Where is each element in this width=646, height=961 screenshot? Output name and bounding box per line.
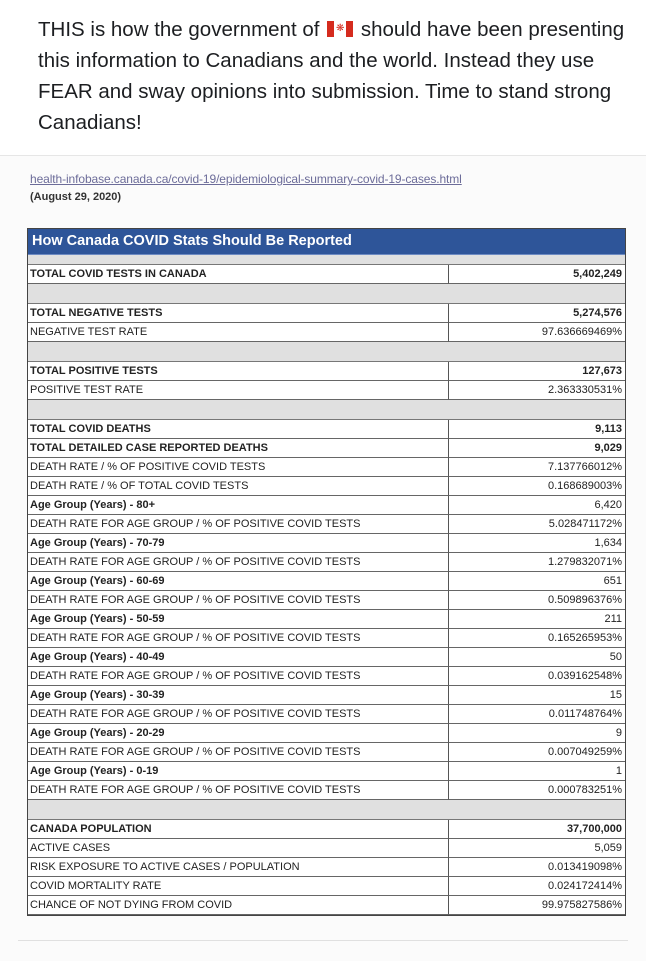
- row-value: 0.000783251%: [449, 781, 625, 800]
- row-label: DEATH RATE / % OF TOTAL COVID TESTS: [28, 477, 449, 496]
- stats-table: [27, 228, 626, 916]
- row-value: 2.363330531%: [449, 381, 625, 400]
- table-row: [28, 686, 625, 705]
- divider: [18, 940, 628, 941]
- row-value: 99.975827586%: [449, 896, 625, 915]
- table-row: [28, 743, 625, 762]
- table-row: [28, 265, 625, 284]
- row-value: 9,029: [449, 439, 625, 458]
- table-row: [28, 534, 625, 553]
- row-value: 50: [449, 648, 625, 667]
- row-label: COVID MORTALITY RATE: [28, 877, 449, 896]
- row-label: TOTAL NEGATIVE TESTS: [28, 304, 449, 323]
- table-row: [28, 496, 625, 515]
- table-row: [28, 362, 625, 381]
- row-label: ACTIVE CASES: [28, 839, 449, 858]
- row-value: 9,113: [449, 420, 625, 439]
- row-value: 651: [449, 572, 625, 591]
- table-body: [28, 255, 625, 915]
- row-value: 15: [449, 686, 625, 705]
- table-row: [28, 667, 625, 686]
- source-date: (August 29, 2020): [30, 191, 122, 203]
- row-value: 1.279832071%: [449, 553, 625, 572]
- section-spacer: [28, 400, 625, 420]
- table-row: [28, 591, 625, 610]
- table-row: [28, 572, 625, 591]
- row-value: 1: [449, 762, 625, 781]
- row-label: Age Group (Years) - 40-49: [28, 648, 449, 667]
- table-row: [28, 610, 625, 629]
- section-spacer: [28, 284, 625, 304]
- row-label: DEATH RATE FOR AGE GROUP / % OF POSITIVE COVID TESTS: [28, 705, 449, 724]
- table-row: [28, 420, 625, 439]
- row-label: Age Group (Years) - 60-69: [28, 572, 449, 591]
- row-label: DEATH RATE FOR AGE GROUP / % OF POSITIVE COVID TESTS: [28, 667, 449, 686]
- row-value: 97.636669469%: [449, 323, 625, 342]
- row-value: 0.039162548%: [449, 667, 625, 686]
- table-row: [28, 439, 625, 458]
- row-value: 0.013419098%: [449, 858, 625, 877]
- row-label: Age Group (Years) - 70-79: [28, 534, 449, 553]
- row-label: TOTAL COVID DEATHS: [28, 420, 449, 439]
- table-row: [28, 724, 625, 743]
- row-value: 1,634: [449, 534, 625, 553]
- canada-flag-icon: ❋: [327, 21, 353, 37]
- row-label: DEATH RATE FOR AGE GROUP / % OF POSITIVE COVID TESTS: [28, 591, 449, 610]
- row-label: CHANCE OF NOT DYING FROM COVID: [28, 896, 449, 915]
- row-value: 211: [449, 610, 625, 629]
- row-value: 9: [449, 724, 625, 743]
- row-value: 5,402,249: [449, 265, 625, 284]
- table-row: [28, 762, 625, 781]
- row-label: TOTAL POSITIVE TESTS: [28, 362, 449, 381]
- table-row: [28, 553, 625, 572]
- row-label: DEATH RATE / % OF POSITIVE COVID TESTS: [28, 458, 449, 477]
- table-row: [28, 839, 625, 858]
- row-label: Age Group (Years) - 80+: [28, 496, 449, 515]
- row-label: Age Group (Years) - 0-19: [28, 762, 449, 781]
- row-value: 37,700,000: [449, 820, 625, 839]
- row-value: 5,059: [449, 839, 625, 858]
- row-value: 7.137766012%: [449, 458, 625, 477]
- section-spacer: [28, 255, 625, 265]
- row-value: 5.028471172%: [449, 515, 625, 534]
- row-label: RISK EXPOSURE TO ACTIVE CASES / POPULATION: [28, 858, 449, 877]
- row-value: 0.011748764%: [449, 705, 625, 724]
- table-row: [28, 648, 625, 667]
- table-row: [28, 820, 625, 839]
- table-row: [28, 896, 625, 915]
- caption-text-after: should have been presenting this information to Canadians and the world. Instead they use FEAR and sway opinions into submission. Time to stand strong Canadians!: [38, 18, 625, 134]
- table-row: [28, 877, 625, 896]
- row-value: 0.165265953%: [449, 629, 625, 648]
- table-row: [28, 781, 625, 800]
- table-title: How Canada COVID Stats Should Be Reported: [28, 229, 625, 255]
- table-row: [28, 629, 625, 648]
- section-spacer: [28, 342, 625, 362]
- table-row: [28, 381, 625, 400]
- table-row: [28, 323, 625, 342]
- row-label: DEATH RATE FOR AGE GROUP / % OF POSITIVE COVID TESTS: [28, 629, 449, 648]
- source-url[interactable]: health-infobase.canada.ca/covid-19/epidemiological-summary-covid-19-cases.html: [30, 172, 462, 186]
- row-label: TOTAL COVID TESTS IN CANADA: [28, 265, 449, 284]
- row-label: Age Group (Years) - 50-59: [28, 610, 449, 629]
- row-value: 5,274,576: [449, 304, 625, 323]
- row-label: TOTAL DETAILED CASE REPORTED DEATHS: [28, 439, 449, 458]
- row-value: 0.509896376%: [449, 591, 625, 610]
- table-row: [28, 304, 625, 323]
- table-row: [28, 858, 625, 877]
- row-label: DEATH RATE FOR AGE GROUP / % OF POSITIVE COVID TESTS: [28, 743, 449, 762]
- row-label: NEGATIVE TEST RATE: [28, 323, 449, 342]
- row-value: 0.024172414%: [449, 877, 625, 896]
- row-value: 0.007049259%: [449, 743, 625, 762]
- row-label: Age Group (Years) - 30-39: [28, 686, 449, 705]
- post-caption: [38, 14, 628, 138]
- row-label: DEATH RATE FOR AGE GROUP / % OF POSITIVE COVID TESTS: [28, 553, 449, 572]
- row-label: DEATH RATE FOR AGE GROUP / % OF POSITIVE COVID TESTS: [28, 515, 449, 534]
- row-value: 127,673: [449, 362, 625, 381]
- section-spacer: [28, 800, 625, 820]
- table-row: [28, 705, 625, 724]
- row-label: Age Group (Years) - 20-29: [28, 724, 449, 743]
- row-label: DEATH RATE FOR AGE GROUP / % OF POSITIVE COVID TESTS: [28, 781, 449, 800]
- table-row: [28, 477, 625, 496]
- row-label: POSITIVE TEST RATE: [28, 381, 449, 400]
- table-row: [28, 458, 625, 477]
- row-value: 0.168689003%: [449, 477, 625, 496]
- caption-text-before: THIS is how the government of: [38, 18, 326, 41]
- row-label: CANADA POPULATION: [28, 820, 449, 839]
- row-value: 6,420: [449, 496, 625, 515]
- table-row: [28, 515, 625, 534]
